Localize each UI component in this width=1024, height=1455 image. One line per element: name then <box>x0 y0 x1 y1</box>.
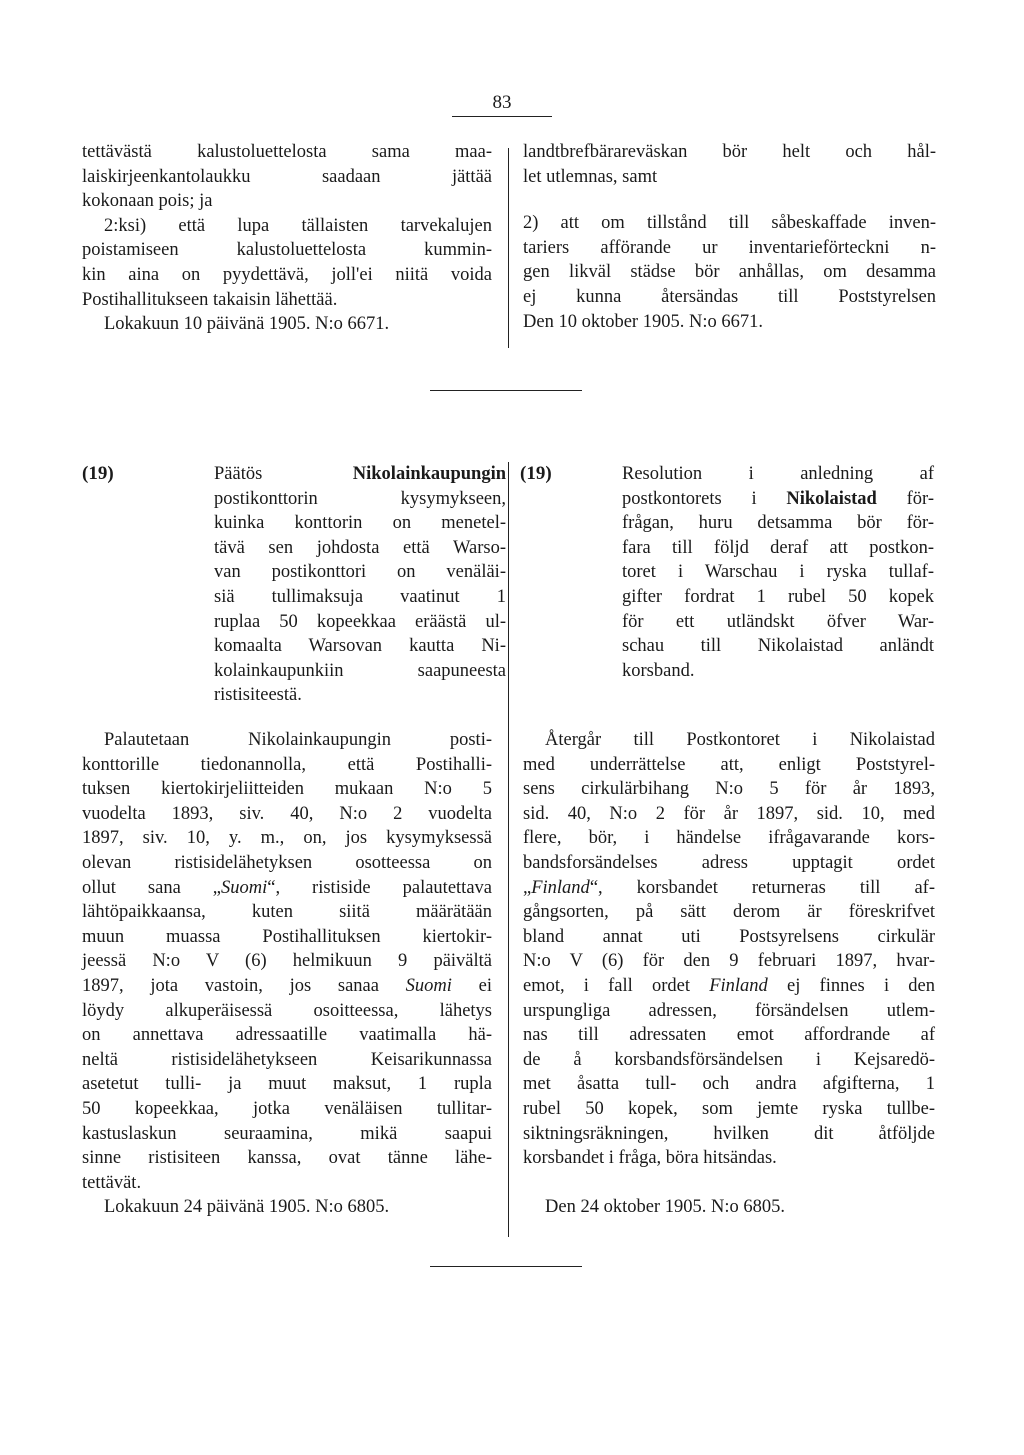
text-line <box>622 487 934 512</box>
top-right-swedish-text <box>523 140 936 334</box>
text-fragment: för- <box>876 488 934 509</box>
text-line: tävä sen johdosta että Warso- <box>214 537 506 558</box>
text-fragment: postkontorets i <box>622 488 787 509</box>
text-fragment: ei <box>451 975 492 996</box>
text-line <box>523 974 935 999</box>
text-line: kin aina on pyydettävä, joll'ei niitä voida <box>82 264 492 285</box>
italic-word: Finland <box>531 877 590 898</box>
heading-first-line: Resolution i anledning af <box>622 464 934 484</box>
text-line: toret i Warschau i ryska tullaf- <box>622 562 934 583</box>
text-line: let utlemnas, samt <box>523 166 658 187</box>
text-line: nas till adressaten emot affordrande af <box>523 1025 935 1046</box>
place-name-bold: Nikolaistad <box>786 488 877 509</box>
text-line: ristisiteestä. <box>214 685 302 706</box>
text-line: jeessä N:o V (6) helmikuun 9 päivältä <box>82 951 492 972</box>
text-line: lähtöpaikkaansa, kuten siitä määrätään <box>82 902 492 923</box>
date-line: Den 24 oktober 1905. N:o 6805. <box>545 1197 785 1218</box>
text-line: neltä ristisidelähetykseen Keisarikunnassa <box>82 1049 492 1070</box>
text-fragment: 1897, jota vastoin, jos sanaa <box>82 975 406 996</box>
text-line: siä tullimaksuja vaatinut 1 <box>214 586 506 607</box>
heading-first-line <box>214 462 506 487</box>
text-line: laiskirjeenkantolaukku saadaan jättää <box>82 166 492 187</box>
text-line: tariers afförande ur inventarieförteckni n- <box>523 237 936 258</box>
text-line: on annettava adressaatille vaatimalla hä- <box>82 1025 492 1046</box>
text-line: tettävästä kalustoluettelosta sama maa- <box>82 142 492 162</box>
text-line: komaalta Warsovan kautta Ni- <box>214 636 506 657</box>
text-line: ruplaa 50 kopeekkaa eräästä ul- <box>214 611 506 632</box>
text-line: 50 kopeekkaa, jotka venäläisen tullitar- <box>82 1098 492 1119</box>
text-fragment: “, korsbandet returneras till af- <box>589 877 935 898</box>
text-line: 1897, siv. 10, y. m., on, jos kysymyksessä <box>82 828 492 849</box>
blank-line <box>523 1171 935 1196</box>
text-line: bandsforsändelses adress upptagit ordet <box>523 852 935 873</box>
column-divider-item-19 <box>508 462 509 1237</box>
text-line: flere, bör, i händelse ifrågavarande kors- <box>523 828 935 849</box>
text-line: landtbrefbärareväskan bör helt och hål- <box>523 142 936 162</box>
text-line <box>523 876 935 901</box>
heading-word: Päätös <box>214 464 263 484</box>
text-line <box>82 974 492 999</box>
text-line: Postihallitukseen takaisin lähettää. <box>82 289 338 310</box>
top-left-finnish-text <box>82 140 492 337</box>
text-fragment: emot, i fall ordet <box>523 975 710 996</box>
text-line: olevan ristisidelähetyksen osotteessa on <box>82 852 492 873</box>
item-number-fi: (19) <box>82 463 114 484</box>
text-line: siktningsräkningen, hvilken dit åtföljde <box>523 1123 935 1144</box>
text-line: postikonttorin kysymykseen, <box>214 488 506 509</box>
date-line: Den 10 oktober 1905. N:o 6671. <box>523 311 763 332</box>
text-line: gifter fordrat 1 rubel 50 kopek <box>622 586 934 607</box>
text-line: fara till följd deraf att postkon- <box>622 537 934 558</box>
item-19-finnish-body <box>82 728 492 1220</box>
text-line: tuksen kiertokirjeliitteiden mukaan N:o 5 <box>82 779 492 800</box>
item-19-finnish-heading <box>214 462 506 708</box>
text-line: Palautetaan Nikolainkaupungin posti- <box>104 730 492 750</box>
text-fragment: “, ristiside palautettava <box>267 877 492 898</box>
text-line: bland annat uti Postsyrelsens cirkulär <box>523 926 935 947</box>
text-line: urspungliga adressen, försändelsen utlem- <box>523 1000 935 1021</box>
text-line: tettävät. <box>82 1172 142 1193</box>
text-fragment: ollut sana „ <box>82 877 221 898</box>
text-line: rubel 50 kopek, som jemte ryska tullbe- <box>523 1098 935 1119</box>
text-line: van postikonttori on venäläi- <box>214 562 506 583</box>
place-name-bold: Nikolainkaupungin <box>352 464 506 484</box>
text-line: kokonaan pois; ja <box>82 191 213 212</box>
text-line: ej kunna återsändas till Poststyrelsen <box>523 286 936 307</box>
section-rule-bottom <box>430 1266 582 1267</box>
text-line: kastuslaskun seuraamina, mikä saapui <box>82 1123 492 1144</box>
text-line: sens cirkulärbihang N:o 5 för år 1893, <box>523 779 935 800</box>
section-rule-top <box>430 390 582 391</box>
text-line: gen likväl städse bör anhållas, om desamma <box>523 262 936 283</box>
text-line: vuodelta 1893, siv. 40, N:o 2 vuodelta <box>82 803 492 824</box>
column-divider-top <box>508 148 509 348</box>
text-line: för ett utländskt öfver War- <box>622 611 934 632</box>
text-line: kuinka konttorin on menetel- <box>214 513 506 534</box>
item-19-swedish-body <box>523 728 935 1220</box>
italic-word: Finland <box>709 975 768 996</box>
text-fragment: ej finnes i den <box>767 975 935 996</box>
text-line: met åsatta tull- och andra afgifterna, 1 <box>523 1074 935 1095</box>
text-line: schau till Nikolaistad anländt <box>622 636 934 657</box>
text-line: muun muassa Postihallituksen kiertokir- <box>82 926 492 947</box>
text-line: löydy alkuperäisessä osoitteessa, lähetys <box>82 1000 492 1021</box>
text-line: 2:ksi) että lupa tällaisten tarvekalujen <box>104 215 492 236</box>
text-line: sinne ristisiteen kanssa, ovat tänne lähe- <box>82 1148 492 1169</box>
item-19-swedish-heading <box>622 462 934 683</box>
text-line: sid. 40, N:o 2 för år 1897, sid. 10, med <box>523 803 935 824</box>
text-fragment: „ <box>523 877 532 898</box>
text-line: N:o V (6) för den 9 februari 1897, hvar- <box>523 951 935 972</box>
italic-word: Suomi <box>220 877 268 898</box>
item-number-sv: (19) <box>520 463 552 484</box>
italic-word: Suomi <box>405 975 452 996</box>
date-line: Lokakuun 10 päivänä 1905. N:o 6671. <box>104 314 390 335</box>
text-line: asetetut tulli- ja muut maksut, 1 rupla <box>82 1074 492 1095</box>
text-line <box>82 876 492 901</box>
text-line: korsband. <box>622 660 695 681</box>
text-line: korsbandet i fråga, böra hitsändas. <box>523 1148 777 1169</box>
date-line: Lokakuun 24 päivänä 1905. N:o 6805. <box>104 1197 390 1218</box>
text-line: gångsorten, på sätt derom är föreskrifvet <box>523 902 935 923</box>
text-line: frågan, huru detsamma bör för- <box>622 513 934 534</box>
text-line: kolainkaupunkiin saapuneesta <box>214 660 506 681</box>
page-number: 83 <box>452 92 552 117</box>
text-line: Återgår till Postkontoret i Nikolaistad <box>545 730 935 750</box>
text-line: de å korsbandsförsändelsen i Kejsaredö- <box>523 1049 935 1070</box>
text-line: 2) att om tillstånd till såbeskaffade inven- <box>523 213 936 234</box>
text-line: poistamiseen kalustoluettelosta kummin- <box>82 240 492 261</box>
text-line: med underrättelse att, enligt Poststyrel- <box>523 754 935 775</box>
text-line: konttorille tiedonannolla, että Postihalli- <box>82 754 492 775</box>
